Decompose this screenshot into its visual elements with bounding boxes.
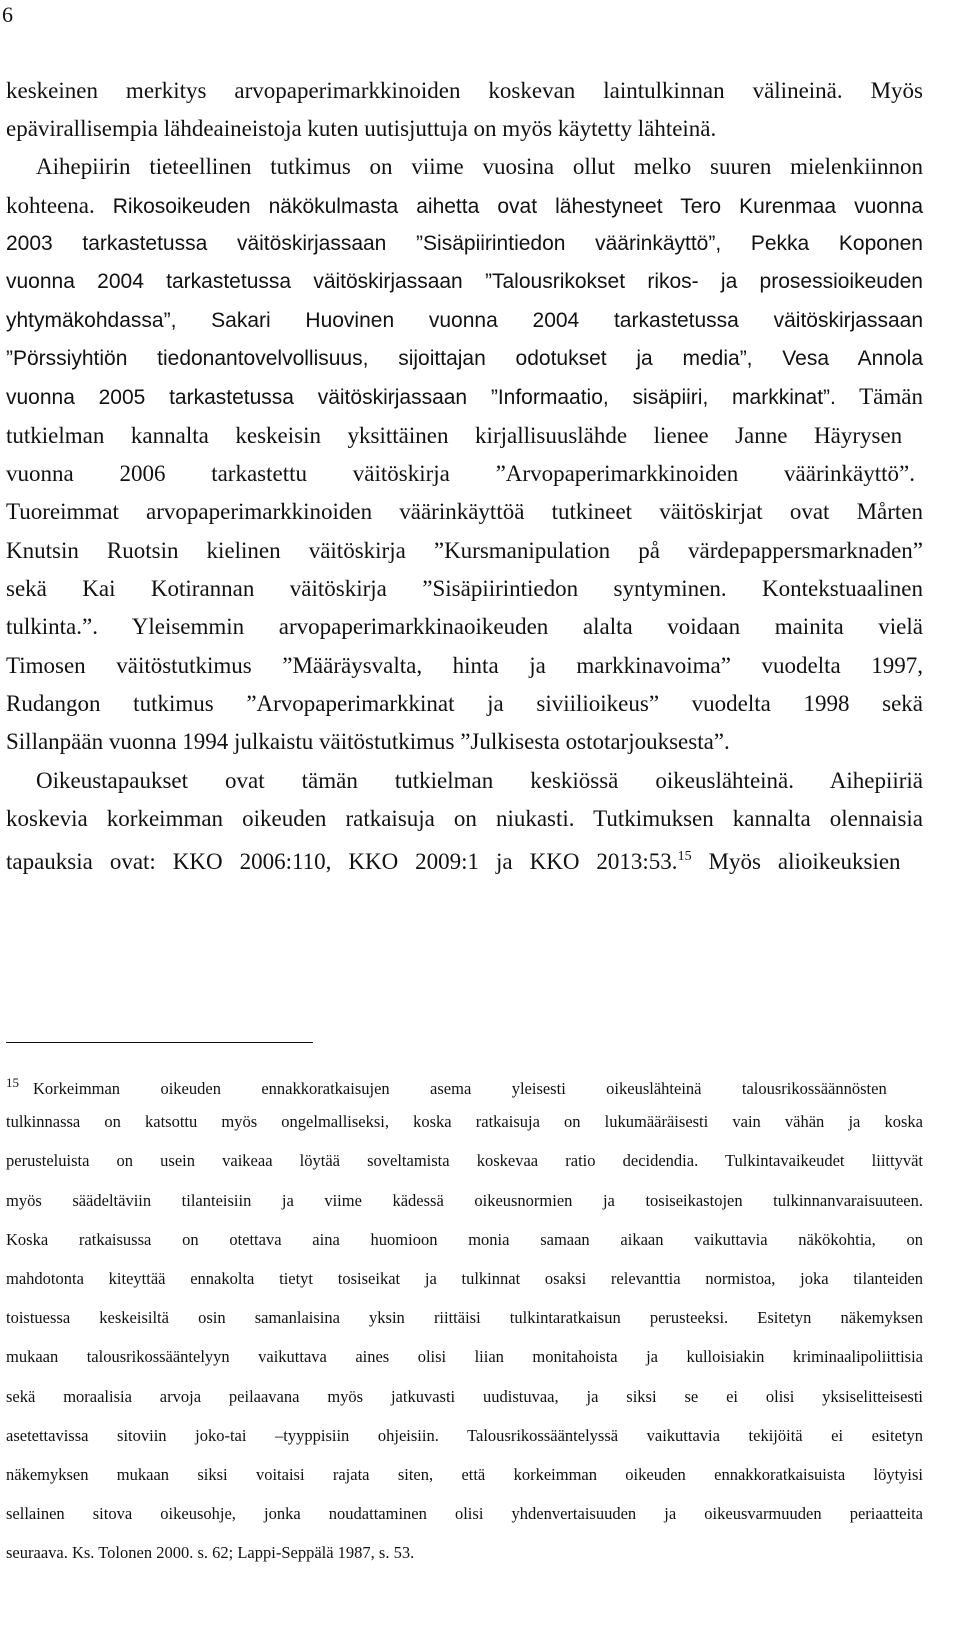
body-line-16: Timosen väitöstutkimus ”Määräysvalta, hinta ja markkinavoima” vuodelta 1997, [6,653,923,678]
footnote-line-12: sellainen sitova oikeusohje, jonka noudattaminen olisi yhdenvertaisuuden ja oikeusvarmuuden periaatteita [6,1504,923,1523]
footnote-line-9: sekä moraalisia arvoja peilaavana myös jatkuvasti uudistuvaa, ja siksi se ei olisi yksiselitteisesti [6,1387,923,1406]
footnote-line-5: Koska ratkaisussa on otettava aina huomioon monia samaan aikaan vaikuttavia näkökohtia, on [6,1230,923,1249]
body-line-2: epävirallisempia lähdeaineistoja kuten uutisjuttuja on myös käytetty lähteinä. [6,116,717,141]
body-line-18: Sillanpään vuonna 1994 julkaistu väitöstutkimus ”Julkisesta ostotarjouksesta”. [6,729,730,754]
footnote-line-8: mukaan talousrikossääntelyyn vaikuttava aines olisi liian monitahoista ja kulloisiakin kriminaalipoliittisia [6,1347,923,1366]
footnote-reference: 15 [677,849,692,864]
body-line-13: Knutsin Ruotsin kielinen väitöskirja ”Kursmanipulation på värdepappersmarknaden” [6,538,923,563]
footnote-line-11: näkemyksen mukaan siksi voitaisi rajata siten, että korkeimman oikeuden ennakkoratkaisuista löytyisi [6,1465,923,1484]
footnote-line-10: asetettavissa sitoviin joko-tai –tyyppisiin ohjeisiin. Talousrikossääntelyssä vaikuttavia tekijöitä ei esitetyn [6,1426,923,1445]
body-line-1: keskeinen merkitys arvopaperimarkkinoiden koskevan laintulkinnan välineinä. Myös [6,78,923,103]
footnote-separator [6,1042,313,1043]
body-line-11: vuonna 2006 tarkastettu väitöskirja ”Arvopaperimarkkinoiden väärinkäyttö”. [6,461,915,486]
body-line-10: tutkielman kannalta keskeisin yksittäinen kirjallisuuslähde lienee Janne Häyrysen [6,423,903,448]
footnote-line-13: seuraava. Ks. Tolonen 2000. s. 62; Lappi-Seppälä 1987, s. 53. [6,1543,415,1562]
body-line-4: kohteena. Rikosoikeuden näkökulmasta aihetta ovat lähestyneet Tero Kurenmaa vuonna [6,193,924,218]
body-line-8: ”Pörssiyhtiön tiedonantovelvollisuus, sijoittajan odotukset ja media”, Vesa Annola [6,347,923,370]
body-line-21: tapauksia ovat: KKO 2006:110, KKO 2009:1 ja KKO 2013:53.15 Myös alioikeuksien [6,849,901,874]
footnote-line-6: mahdotonta kiteyttää ennakolta tietyt tosiseikat ja tulkinnat osaksi relevanttia normistoa, joka tilanteiden [6,1269,923,1288]
footnote-number: 15 [6,1075,19,1090]
footnote-line-3: perusteluista on usein vaikeaa löytää soveltamista koskevaa ratio decidendia. Tulkintavaikeudet liittyvät [6,1151,923,1170]
footnote-line-4: myös säädeltäviin tilanteisiin ja viime kädessä oikeusnormien ja tosiseikastojen tulkinnanvaraisuuteen. [6,1191,923,1210]
body-line-17: Rudangon tutkimus ”Arvopaperimarkkinat ja siviilioikeus” vuodelta 1998 sekä [6,691,923,716]
body-line-19: Oikeustapaukset ovat tämän tutkielman keskiössä oikeuslähteinä. Aihepiiriä [36,768,923,793]
body-line-15: tulkinta.”. Yleisemmin arvopaperimarkkinaoikeuden alalta voidaan mainita vielä [6,614,923,639]
body-line-12: Tuoreimmat arvopaperimarkkinoiden väärinkäyttöä tutkineet väitöskirjat ovat Mårten [6,499,923,524]
body-line-7: yhtymäkohdassa”, Sakari Huovinen vuonna 2004 tarkastetussa väitöskirjassaan [6,309,923,332]
body-line-20: koskevia korkeimman oikeuden ratkaisuja on niukasti. Tutkimuksen kannalta olennaisia [6,806,923,831]
page-number: 6 [2,2,13,27]
footnote-line-2: tulkinnassa on katsottu myös ongelmalliseksi, koska ratkaisuja on lukumääräisesti vain vähän ja koska [6,1112,923,1131]
body-line-3: Aihepiirin tieteellinen tutkimus on viime vuosina ollut melko suuren mielenkiinnon [36,154,923,179]
body-line-14: sekä Kai Kotirannan väitöskirja ”Sisäpiirintiedon syntyminen. Kontekstuaalinen [6,576,923,601]
footnote-line-7: toistuessa keskeisiltä osin samanlaisina yksin riittäisi tulkintaratkaisun perusteeksi. Esitetyn näkemyksen [6,1308,923,1327]
body-line-5: 2003 tarkastetussa väitöskirjassaan ”Sisäpiirintiedon väärinkäyttö”, Pekka Koponen [6,232,923,255]
body-line-6: vuonna 2004 tarkastetussa väitöskirjassaan ”Talousrikokset rikos- ja prosessioikeuden [6,270,923,293]
body-line-9: vuonna 2005 tarkastetussa väitöskirjassaan ”Informaatio, sisäpiiri, markkinat”. Tämän [6,384,923,409]
footnote-line-1: $^{15}$ Korkeimman oikeuden ennakkoratkaisujen asema yleisesti oikeuslähteinä talousrikossäännösten [6,1075,887,1098]
